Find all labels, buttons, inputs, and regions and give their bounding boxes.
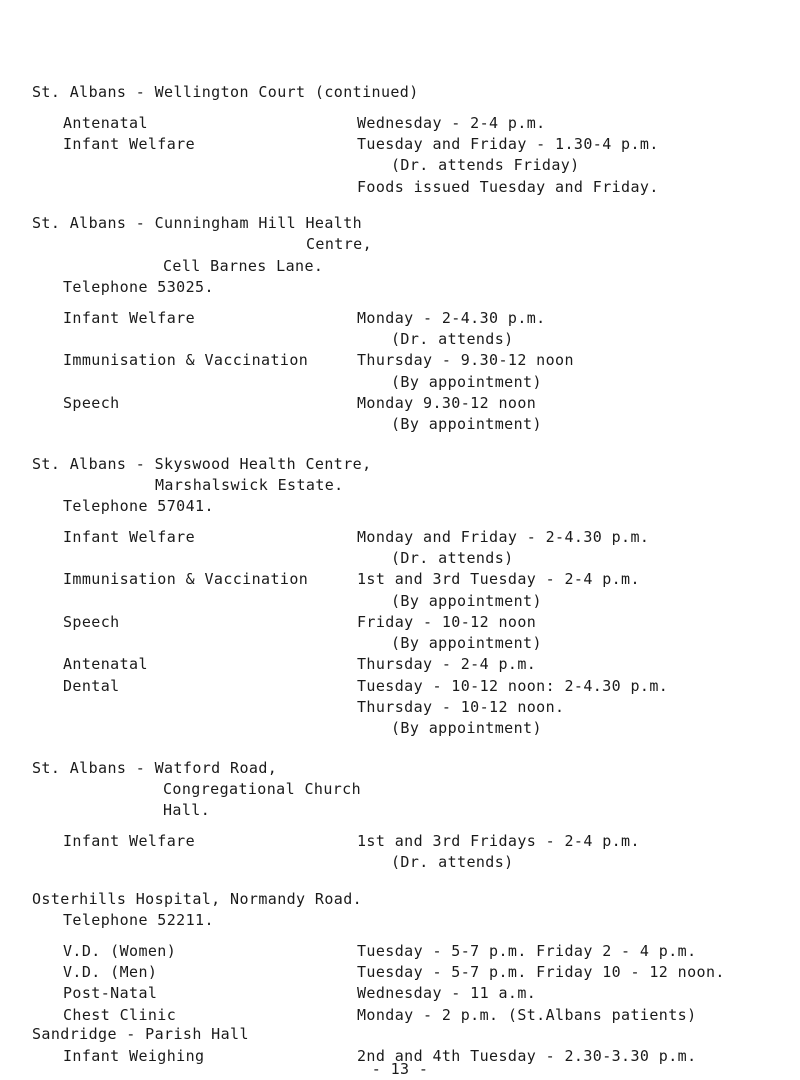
- service-times: (Dr. attends): [391, 549, 514, 567]
- service-times: 2nd and 4th Tuesday - 2.30-3.30 p.m.: [357, 1047, 697, 1065]
- service-times: Tuesday and Friday - 1.30-4 p.m.: [357, 135, 659, 153]
- service-times: Friday - 10-12 noon: [357, 613, 537, 631]
- service-label: Speech: [63, 394, 120, 412]
- service-label: Infant Welfare: [63, 528, 196, 546]
- service-times: (By appointment): [391, 592, 542, 610]
- service-times: (By appointment): [391, 719, 542, 737]
- service-label: Chest Clinic: [63, 1006, 177, 1024]
- service-times: Wednesday - 11 a.m.: [357, 984, 537, 1002]
- service-label: V.D. (Men): [63, 963, 158, 981]
- telephone: Telephone 52211.: [63, 911, 214, 929]
- service-times: 1st and 3rd Fridays - 2-4 p.m.: [357, 832, 640, 850]
- service-label: Infant Weighing: [63, 1047, 205, 1065]
- service-label: Immunisation & Vaccination: [63, 351, 309, 369]
- service-label: Infant Welfare: [63, 135, 196, 153]
- service-times: Foods issued Tuesday and Friday.: [357, 178, 659, 196]
- service-times: Tuesday - 10-12 noon: 2-4.30 p.m.: [357, 677, 669, 695]
- service-times: 1st and 3rd Tuesday - 2-4 p.m.: [357, 570, 640, 588]
- address: Marshalswick Estate.: [155, 476, 344, 494]
- section-heading-cunningham: St. Albans - Cunningham Hill Health: [32, 214, 363, 232]
- service-label: V.D. (Women): [63, 942, 177, 960]
- telephone: Telephone 57041.: [63, 497, 214, 515]
- telephone: Telephone 53025.: [63, 278, 214, 296]
- service-times: Monday 9.30-12 noon: [357, 394, 537, 412]
- section-heading-cont: Centre,: [305, 235, 372, 253]
- service-times: Tuesday - 5-7 p.m. Friday 2 - 4 p.m.: [357, 942, 697, 960]
- service-times: Wednesday - 2-4 p.m.: [357, 114, 546, 132]
- service-label: Immunisation & Vaccination: [63, 570, 309, 588]
- section-heading-osterhills: Osterhills Hospital, Normandy Road.: [32, 890, 363, 908]
- service-times: (Dr. attends): [391, 330, 514, 348]
- address: Hall.: [163, 801, 211, 819]
- service-times: Thursday - 2-4 p.m.: [357, 655, 537, 673]
- service-times: (By appointment): [391, 415, 542, 433]
- service-label: Infant Welfare: [63, 832, 196, 850]
- service-times: Thursday - 10-12 noon.: [357, 698, 565, 716]
- service-label: Post-Natal: [63, 984, 158, 1002]
- address: Cell Barnes Lane.: [163, 257, 324, 275]
- service-times: (Dr. attends Friday): [391, 156, 580, 174]
- section-heading-wellington: St. Albans - Wellington Court (continued): [32, 83, 419, 101]
- service-times: (Dr. attends): [391, 853, 514, 871]
- service-times: (By appointment): [391, 634, 542, 652]
- service-times: Monday - 2-4.30 p.m.: [357, 309, 546, 327]
- section-heading-watford: St. Albans - Watford Road,: [32, 759, 278, 777]
- service-times: Monday and Friday - 2-4.30 p.m.: [357, 528, 650, 546]
- service-label: Speech: [63, 613, 120, 631]
- service-label: Antenatal: [63, 114, 148, 132]
- section-heading-skyswood: St. Albans - Skyswood Health Centre,: [32, 455, 372, 473]
- service-times: Thursday - 9.30-12 noon: [357, 351, 574, 369]
- service-label: Dental: [63, 677, 120, 695]
- address: Congregational Church: [163, 780, 362, 798]
- service-times: (By appointment): [391, 373, 542, 391]
- page-number: - 13 -: [371, 1060, 429, 1078]
- service-times: Monday - 2 p.m. (St.Albans patients): [357, 1006, 697, 1024]
- service-label: Antenatal: [63, 655, 148, 673]
- service-label: Infant Welfare: [63, 309, 196, 327]
- section-heading-sandridge: Sandridge - Parish Hall: [32, 1025, 249, 1043]
- service-times: Tuesday - 5-7 p.m. Friday 10 - 12 noon.: [357, 963, 725, 981]
